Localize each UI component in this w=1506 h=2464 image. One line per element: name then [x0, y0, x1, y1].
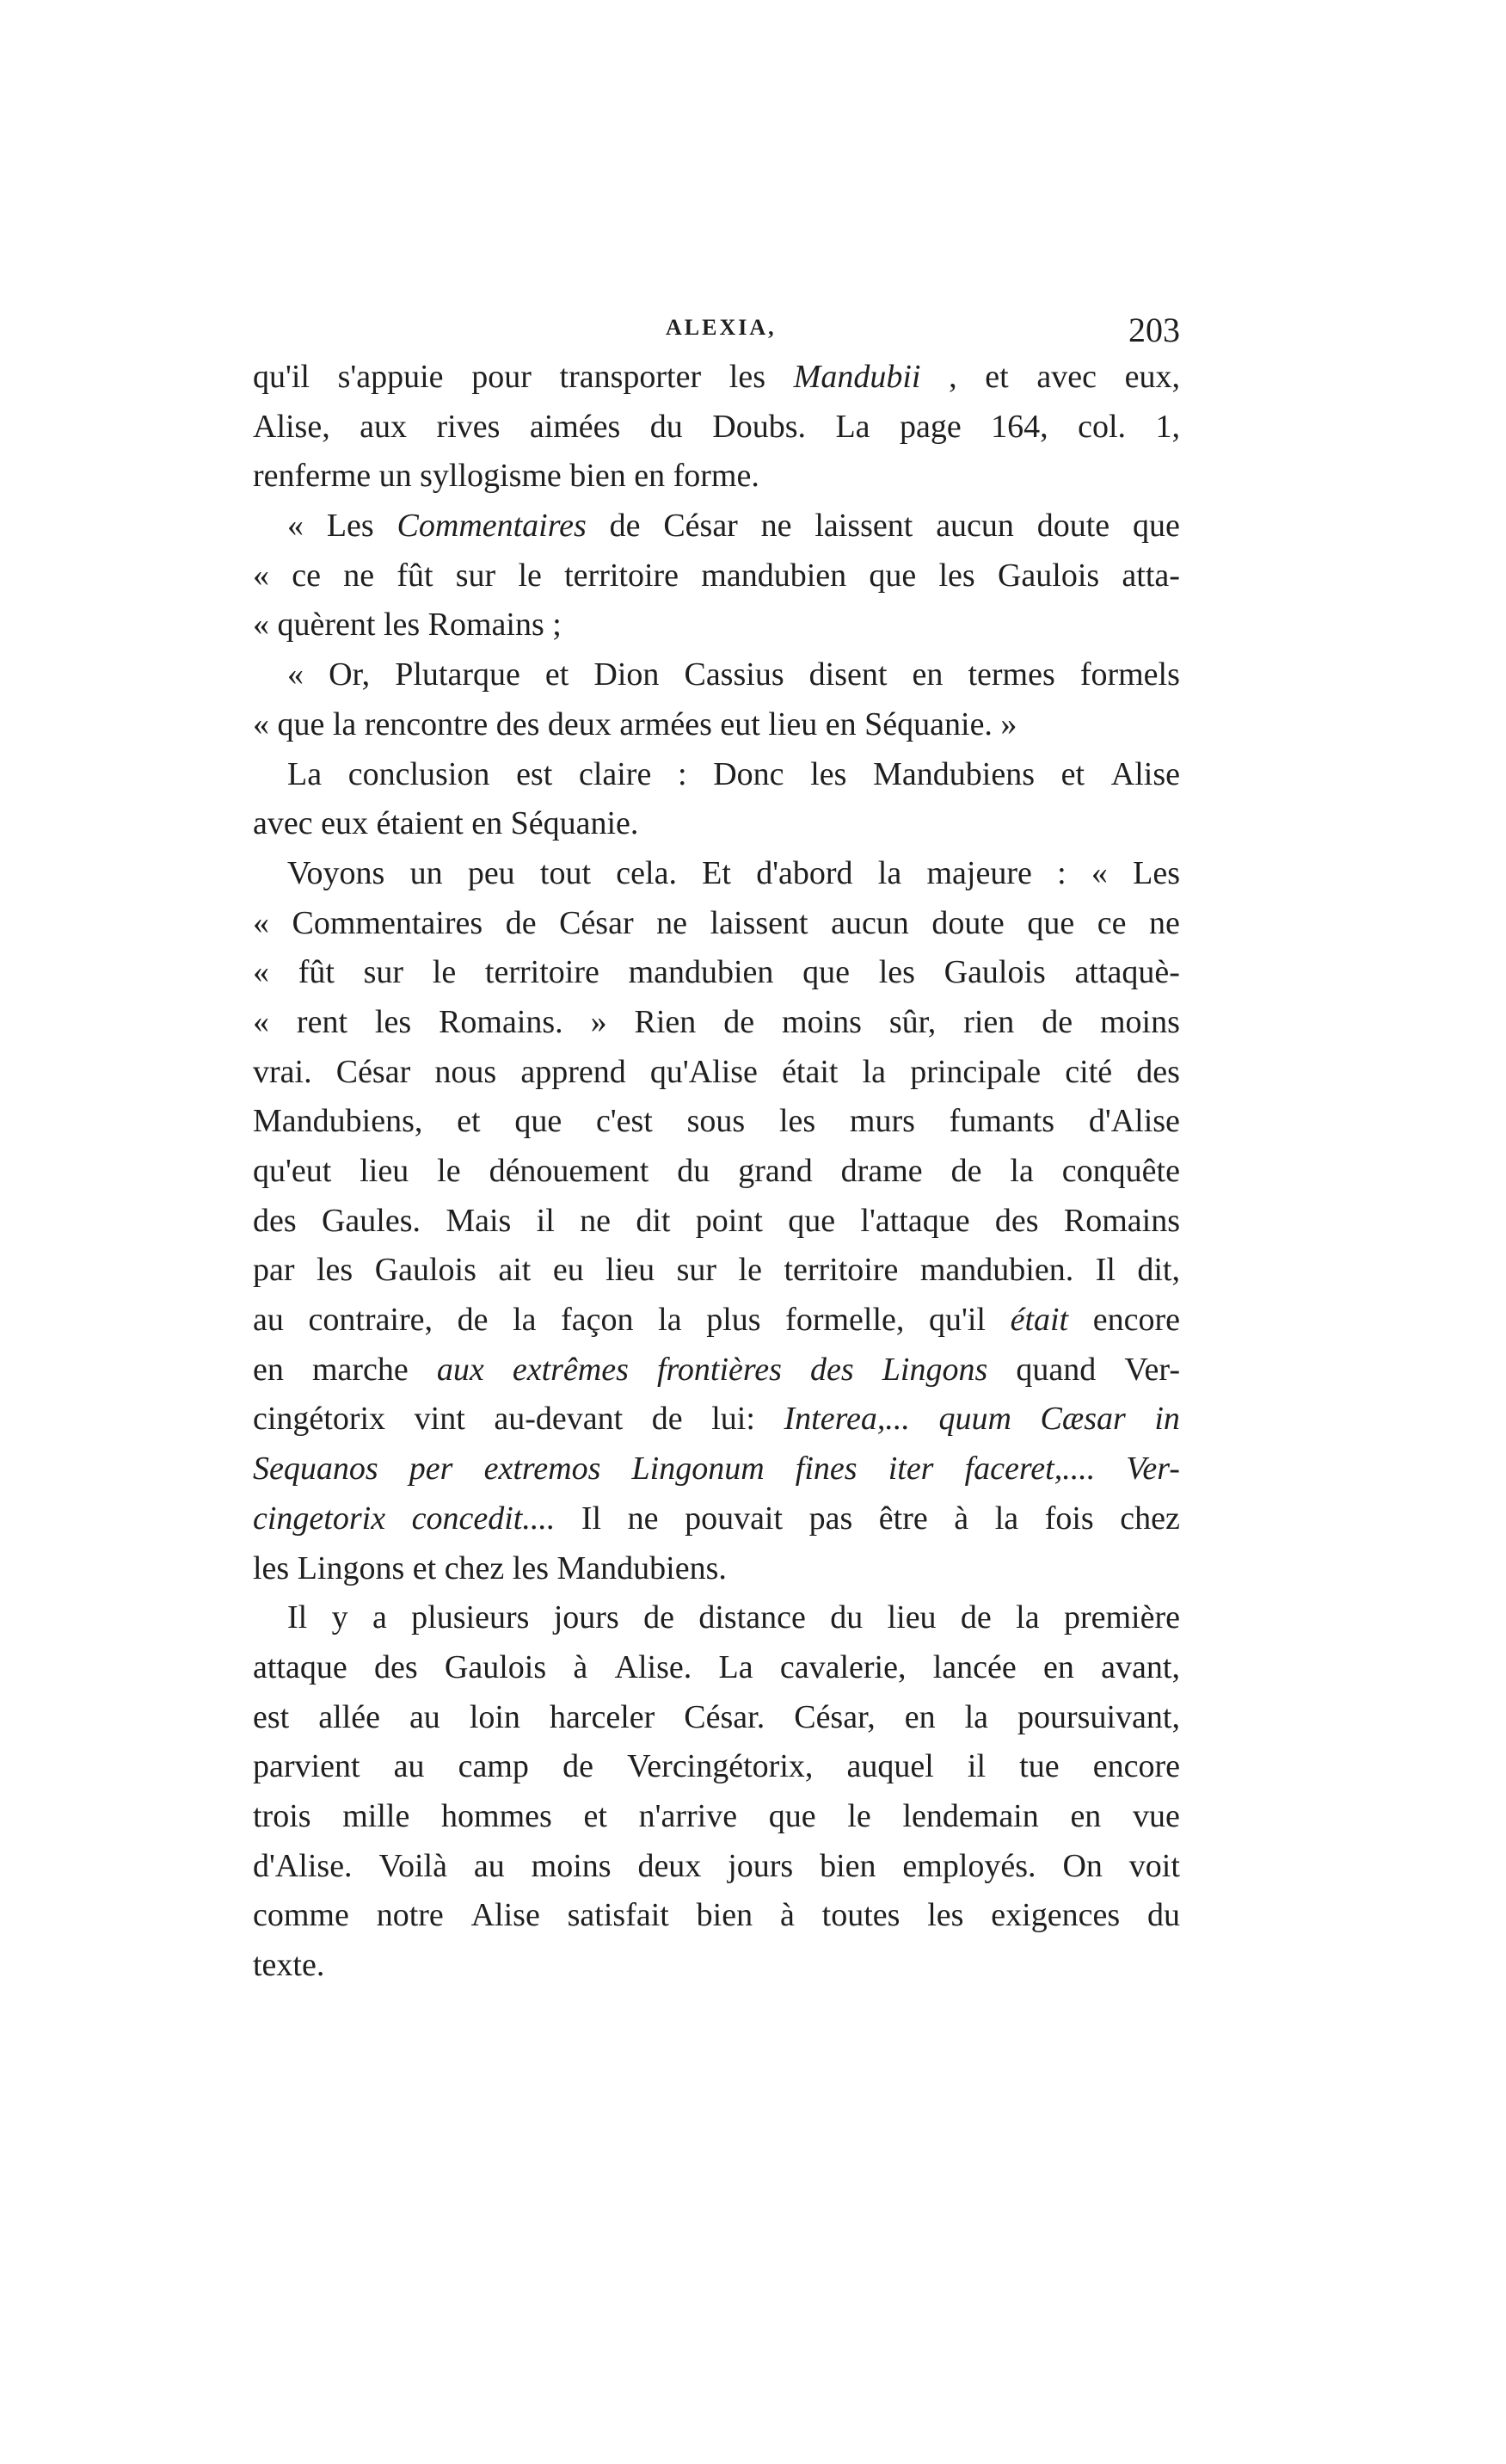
text-line: « ce ne fût sur le territoire mandubien que les Gaulois atta- [253, 557, 1180, 594]
text-line: Il y a plusieurs jours de distance du lieu de la première [287, 1599, 1180, 1636]
text-line: des Gaules. Mais il ne dit point que l'attaque des Romains [253, 1202, 1180, 1239]
text-line: « Or, Plutarque et Dion Cassius disent en termes formels [287, 656, 1180, 693]
text-line: « Commentaires de César ne laissent aucun doute que ce ne [253, 904, 1180, 941]
text-line: par les Gaulois ait eu lieu sur le territoire mandubien. Il dit, [253, 1252, 1180, 1289]
text-line: avec eux étaient en Séquanie. [253, 805, 639, 842]
text-line: d'Alise. Voilà au moins deux jours bien employés. On voit [253, 1847, 1180, 1884]
text-line: Alise, aux rives aimées du Doubs. La page 164, col. 1, [253, 408, 1180, 445]
text-line: qu'il s'appuie pour transporter les Mandubii , et avec eux, [253, 359, 1180, 395]
text-line: texte. [253, 1947, 325, 1983]
text-line: « fût sur le territoire mandubien que les Gaulois attaquè- [253, 954, 1180, 991]
text-line: trois mille hommes et n'arrive que le lendemain en vue [253, 1797, 1180, 1834]
text-line: « rent les Romains. » Rien de moins sûr, rien de moins [253, 1003, 1180, 1040]
text-line: comme notre Alise satisfait bien à toutes les exigences du [253, 1897, 1180, 1934]
page-body [253, 353, 1180, 1991]
running-title: ALEXIA, [666, 315, 777, 340]
text-line: qu'eut lieu le dénouement du grand drame de la conquête [253, 1153, 1180, 1189]
text-line: vrai. César nous apprend qu'Alise était la principale cité des [253, 1053, 1180, 1090]
text-line: au contraire, de la façon la plus formelle, qu'il était encore [253, 1302, 1180, 1339]
page-number: 203 [1128, 311, 1180, 349]
text-line: Voyons un peu tout cela. Et d'abord la majeure : « Les [287, 854, 1180, 891]
text-line: parvient au camp de Vercingétorix, auquel il tue encore [253, 1748, 1180, 1785]
text-line: Sequanos per extremos Lingonum fines iter faceret,.... Ver- [253, 1451, 1180, 1488]
text-line: « quèrent les Romains ; [253, 607, 562, 644]
text-line: cingetorix concedit.... Il ne pouvait pas être à la fois chez [253, 1500, 1180, 1537]
text-line: attaque des Gaulois à Alise. La cavalerie, lancée en avant, [253, 1648, 1180, 1685]
text-line: La conclusion est claire : Donc les Mandubiens et Alise [287, 755, 1180, 792]
text-line: « que la rencontre des deux armées eut lieu en Séquanie. » [253, 705, 1017, 742]
text-line: « Les Commentaires de César ne laissent aucun doute que [287, 508, 1180, 545]
text-line: Mandubiens, et que c'est sous les murs fumants d'Alise [253, 1103, 1180, 1140]
text-line: les Lingons et chez les Mandubiens. [253, 1549, 727, 1586]
text-line: en marche aux extrêmes frontières des Lingons quand Ver- [253, 1351, 1180, 1388]
running-head [253, 310, 1180, 353]
text-line: renferme un syllogisme bien en forme. [253, 458, 759, 495]
text-line: cingétorix vint au-devant de lui: Interea,... quum Cæsar in [253, 1401, 1180, 1438]
text-line: est allée au loin harceler César. César, en la poursuivant, [253, 1698, 1180, 1735]
